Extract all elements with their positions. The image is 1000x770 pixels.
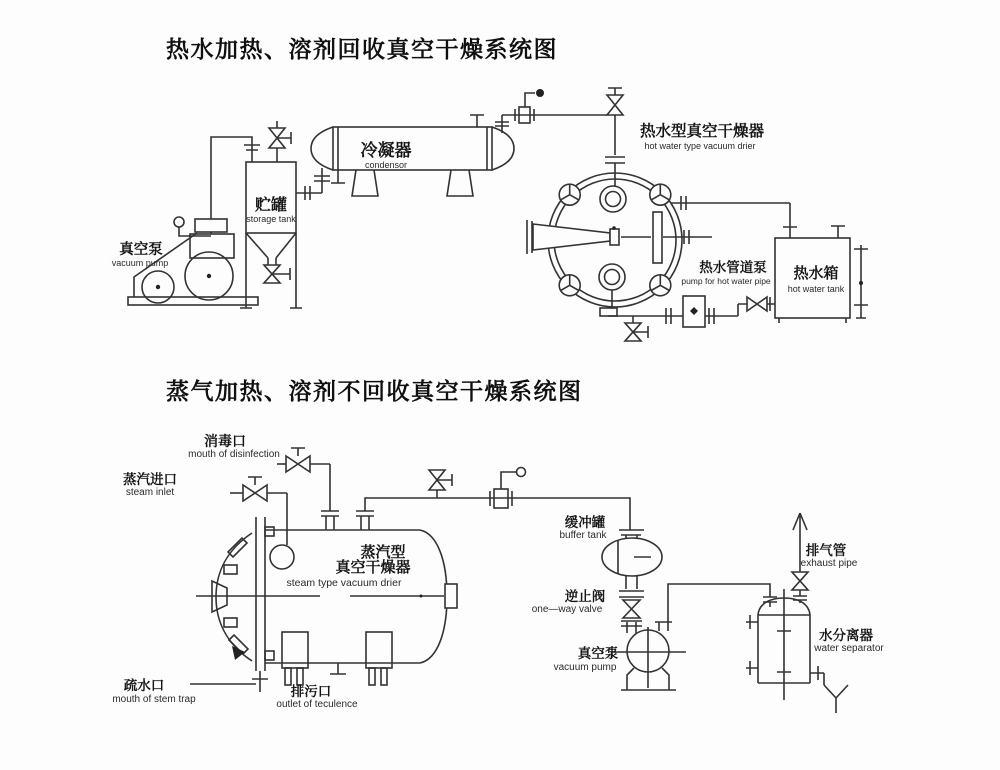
label-steam-drier-en: steam type vacuum drier <box>286 577 402 589</box>
label-steam-drier-zh2: 真空干燥器 <box>335 559 411 576</box>
label-buffer-tank-en: buffer tank <box>559 530 607 541</box>
label-hot-water-tank-en: hot water tank <box>787 284 845 294</box>
label-water-separator-en: water separator <box>814 643 884 654</box>
label-exhaust-pipe-en: exhaust pipe <box>800 558 858 569</box>
label-exhaust-pipe-zh: 排气管 <box>805 543 847 558</box>
label-steam-trap-en: mouth of stem trap <box>112 694 196 705</box>
condenser-to-drier-line <box>495 88 625 187</box>
one-way-valve-symbol <box>621 600 642 626</box>
label-condenser-en: condensor <box>364 160 408 170</box>
diagram2 <box>112 378 884 713</box>
label-vacuum-pump-2-zh: 真空泵 <box>577 646 619 661</box>
label-steam-drier-zh1: 蒸汽型 <box>360 544 406 561</box>
label-disinfection-zh: 消毒口 <box>204 433 246 449</box>
label-steam-inlet-en: steam inlet <box>125 487 175 498</box>
label-vacuum-pump-2-en: vacuum pump <box>553 662 617 673</box>
steam-drier-symbol <box>190 511 457 692</box>
label-hot-water-pump-zh: 热水管道泵 <box>699 260 767 275</box>
label-hot-water-drier-zh: 热水型真空干燥器 <box>639 123 765 140</box>
label-vacuum-pump-1-en: vacuum pump <box>111 258 169 268</box>
diagram1-title: 热水加热、溶剂回收真空干燥系统图 <box>166 36 558 62</box>
buffer-tank-symbol <box>602 530 662 597</box>
hot-water-drier-symbol <box>527 173 797 316</box>
label-storage-tank-zh: 贮罐 <box>254 197 288 214</box>
label-condenser-zh: 冷凝器 <box>360 141 412 160</box>
label-one-way-valve-en: one—way valve <box>531 604 603 615</box>
label-buffer-tank-zh: 缓冲罐 <box>564 515 606 530</box>
label-blowdown-zh: 排污口 <box>290 684 332 699</box>
label-steam-inlet-zh: 蒸汽进口 <box>123 472 177 487</box>
pump-to-tank-pipe <box>211 137 260 219</box>
diagram1 <box>112 36 868 341</box>
label-disinfection-en: mouth of disinfection <box>188 449 280 460</box>
label-storage-tank-en: storage tank <box>246 214 296 224</box>
label-hot-water-drier-en: hot water type vacuum drier <box>644 141 756 151</box>
label-water-separator-zh: 水分离器 <box>819 628 873 643</box>
label-steam-trap-zh: 疏水口 <box>123 678 165 693</box>
label-blowdown-en: outlet of teculence <box>276 699 358 710</box>
label-hot-water-tank-zh: 热水箱 <box>793 265 839 282</box>
disinfection-valve-symbol <box>277 448 330 511</box>
steam-inlet-valve-symbol <box>230 477 287 545</box>
condenser-symbol <box>311 115 514 196</box>
label-one-way-valve-zh: 逆止阀 <box>564 589 606 604</box>
label-vacuum-pump-1-zh: 真空泵 <box>119 242 163 258</box>
diagram2-title: 蒸气加热、溶剂不回收真空干燥系统图 <box>166 378 583 404</box>
label-hot-water-pump-en: pump for hot water pipe <box>681 276 771 286</box>
hot-water-circulation-line <box>608 296 775 341</box>
